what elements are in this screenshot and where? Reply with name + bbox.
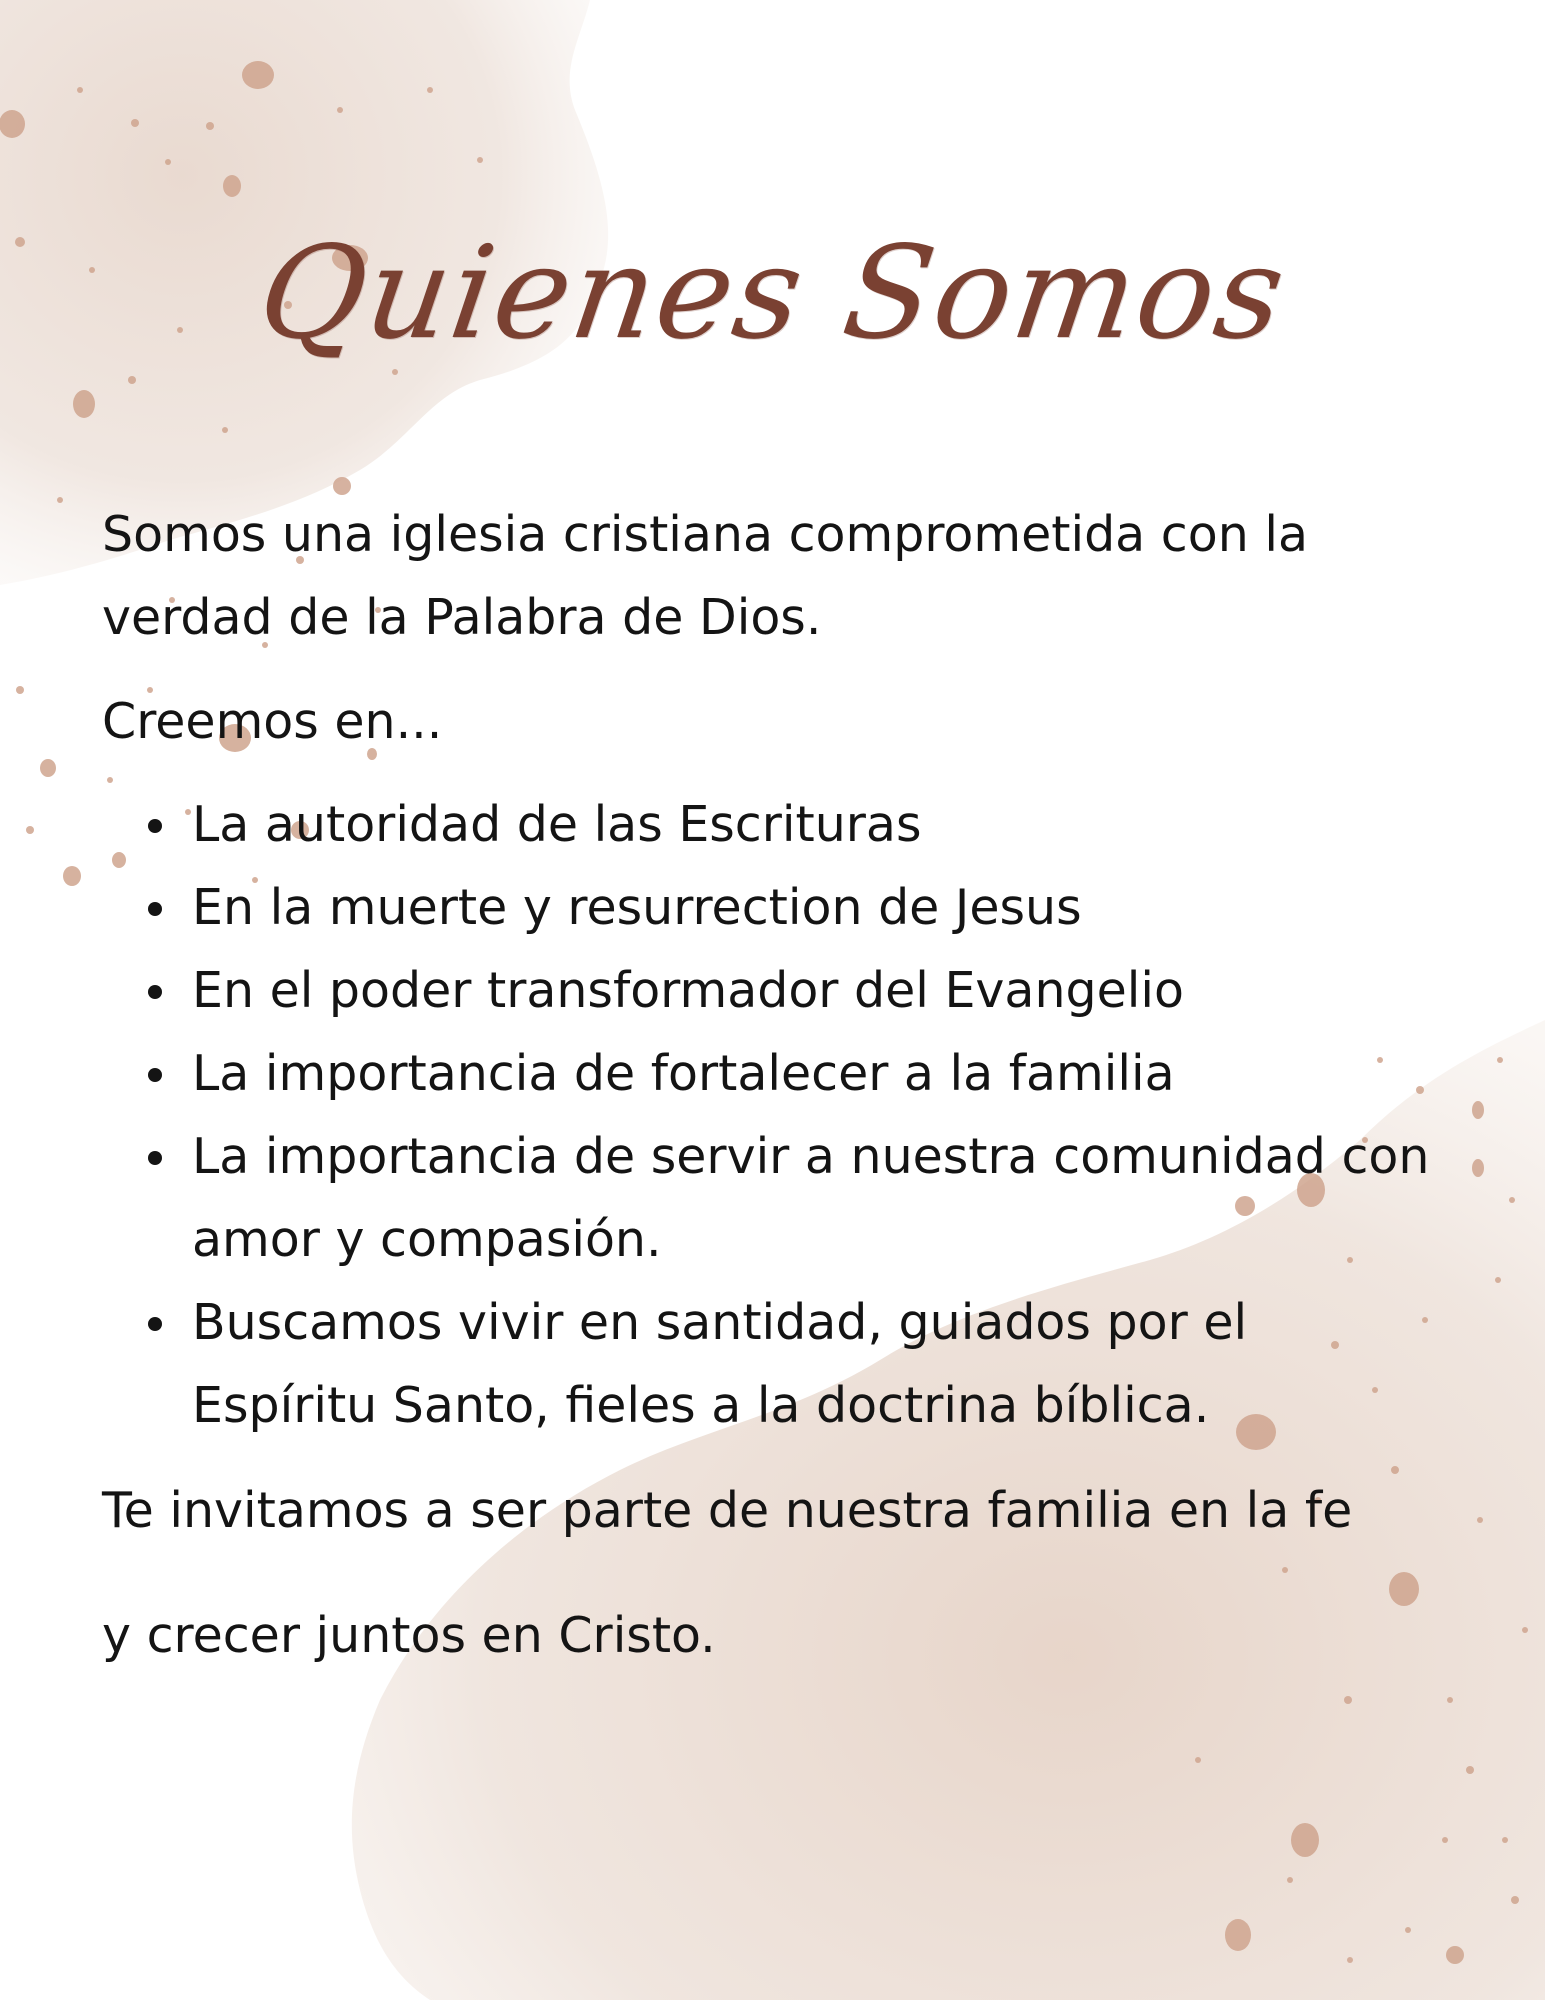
beliefs-list (102, 783, 1442, 1447)
list-item: En la muerte y resurrection de Jesus (192, 866, 1442, 949)
beliefs-lead: Creemos en... (102, 693, 443, 750)
intro-paragraph: Somos una iglesia cristiana comprometida con la verdad de la Palabra de Dios. (102, 506, 1308, 646)
list-item: La autoridad de las Escrituras (192, 783, 1442, 866)
list-item: La importancia de fortalecer a la familia (192, 1032, 1442, 1115)
closing-line-1: Te invitamos a ser parte de nuestra familia en la fe (102, 1482, 1353, 1539)
page-title: Quienes Somos (250, 219, 1295, 368)
list-item: La importancia de servir a nuestra comunidad con amor y compasión. (192, 1115, 1442, 1281)
closing-line-2: y crecer juntos en Cristo. (102, 1607, 716, 1664)
list-item: Buscamos vivir en santidad, guiados por el Espíritu Santo, fieles a la doctrina bíblica. (192, 1281, 1442, 1447)
body-content (102, 493, 1442, 1677)
list-item: En el poder transformador del Evangelio (192, 949, 1442, 1032)
